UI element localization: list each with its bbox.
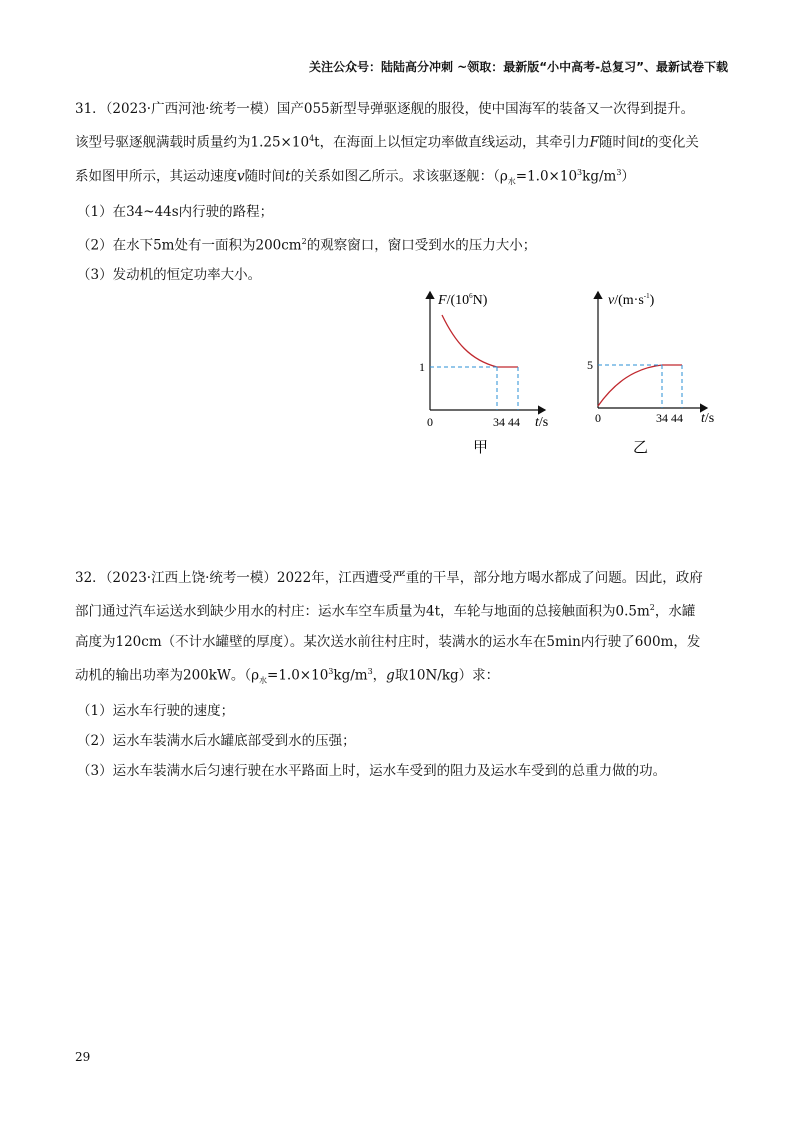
q32-line3: 高度为120cm（不计水罐壁的厚度）。某次送水前往村庄时，装满水的运水车在5min内行驶了600m，发 bbox=[75, 633, 701, 650]
graph-jia bbox=[400, 282, 570, 462]
jia-caption: 甲 bbox=[473, 440, 489, 456]
q32-line1: 32．（2023·江西上饶·统考一模）2022年，江西遭受严重的干旱，部分地方喝水都成了问题。因此，政府 bbox=[75, 570, 703, 586]
q32-sub3: （3）运水车装满水后匀速行驶在水平路面上时，运水车受到的阻力及运水车受到的总重力做的功。 bbox=[77, 762, 667, 779]
question-32 bbox=[75, 563, 725, 786]
q31-line1: 31．（2023·广西河池·统考一模）国产055新型导弹驱逐舰的服役，使中国海军的装备又一次得到提升。 bbox=[75, 101, 695, 117]
yi-origin: 0 bbox=[595, 411, 601, 425]
q31-sub1: （1）在34~44s内行驶的路程； bbox=[77, 203, 274, 220]
q31-sub3: （3）发动机的恒定功率大小。 bbox=[77, 267, 262, 284]
jia-x-label: t/s bbox=[535, 415, 549, 430]
jia-y-label: $F/(10^6N)$ bbox=[438, 292, 488, 308]
q31-line3: 系如图甲所示，其运动速度v随时间t的关系如图乙所示。求该驱逐舰：$(\rho_水=1.0\times 10^3kg/m^3)$ bbox=[75, 167, 635, 186]
q32-sub2: （2）运水车装满水后水罐底部受到水的压强； bbox=[77, 732, 356, 749]
q31-line2: 该型号驱逐舰满载时质量约为$1.25\times 10^4t$，在海面上以恒定功率做直线运动，其牵引力F随时间t的变化关 bbox=[75, 134, 699, 151]
q31-sub2: （2）在水下5m处有一面积为$200cm^2$的观察窗口，窗口受到水的压力大小； bbox=[77, 236, 537, 254]
question-31 bbox=[75, 94, 725, 290]
graph-yi bbox=[575, 282, 735, 462]
yi-velocity-curve bbox=[598, 365, 682, 406]
jia-x-ticks: 34 44 bbox=[493, 415, 520, 429]
page-header: 关注公众号：陆陆高分冲刺 ~领取：最新版“小中高考-总复习”、最新试卷下载 bbox=[309, 60, 728, 74]
yi-y-tick: 5 bbox=[587, 358, 593, 372]
yi-x-ticks: 34 44 bbox=[656, 411, 683, 425]
q32-sub1: （1）运水车行驶的速度； bbox=[77, 702, 235, 719]
q32-line4: 动机的输出功率为200kW。（$\rho_水=1.0\times 10^3kg/m^3$，g取10N/kg）求： bbox=[75, 666, 500, 685]
yi-x-label: t/s bbox=[701, 411, 715, 426]
jia-force-curve bbox=[442, 315, 518, 367]
yi-y-label: $v/(m\cdot s^{-1})$ bbox=[608, 292, 655, 308]
yi-caption: 乙 bbox=[633, 440, 649, 456]
jia-y-tick: 1 bbox=[419, 360, 425, 374]
jia-origin: 0 bbox=[427, 415, 433, 429]
page-number: 29 bbox=[75, 1050, 91, 1064]
q32-line2: 部门通过汽车运送水到缺少用水的村庄：运水车空车质量为4t，车轮与地面的总接触面积为$0.5m^2$，水罐 bbox=[75, 603, 696, 620]
